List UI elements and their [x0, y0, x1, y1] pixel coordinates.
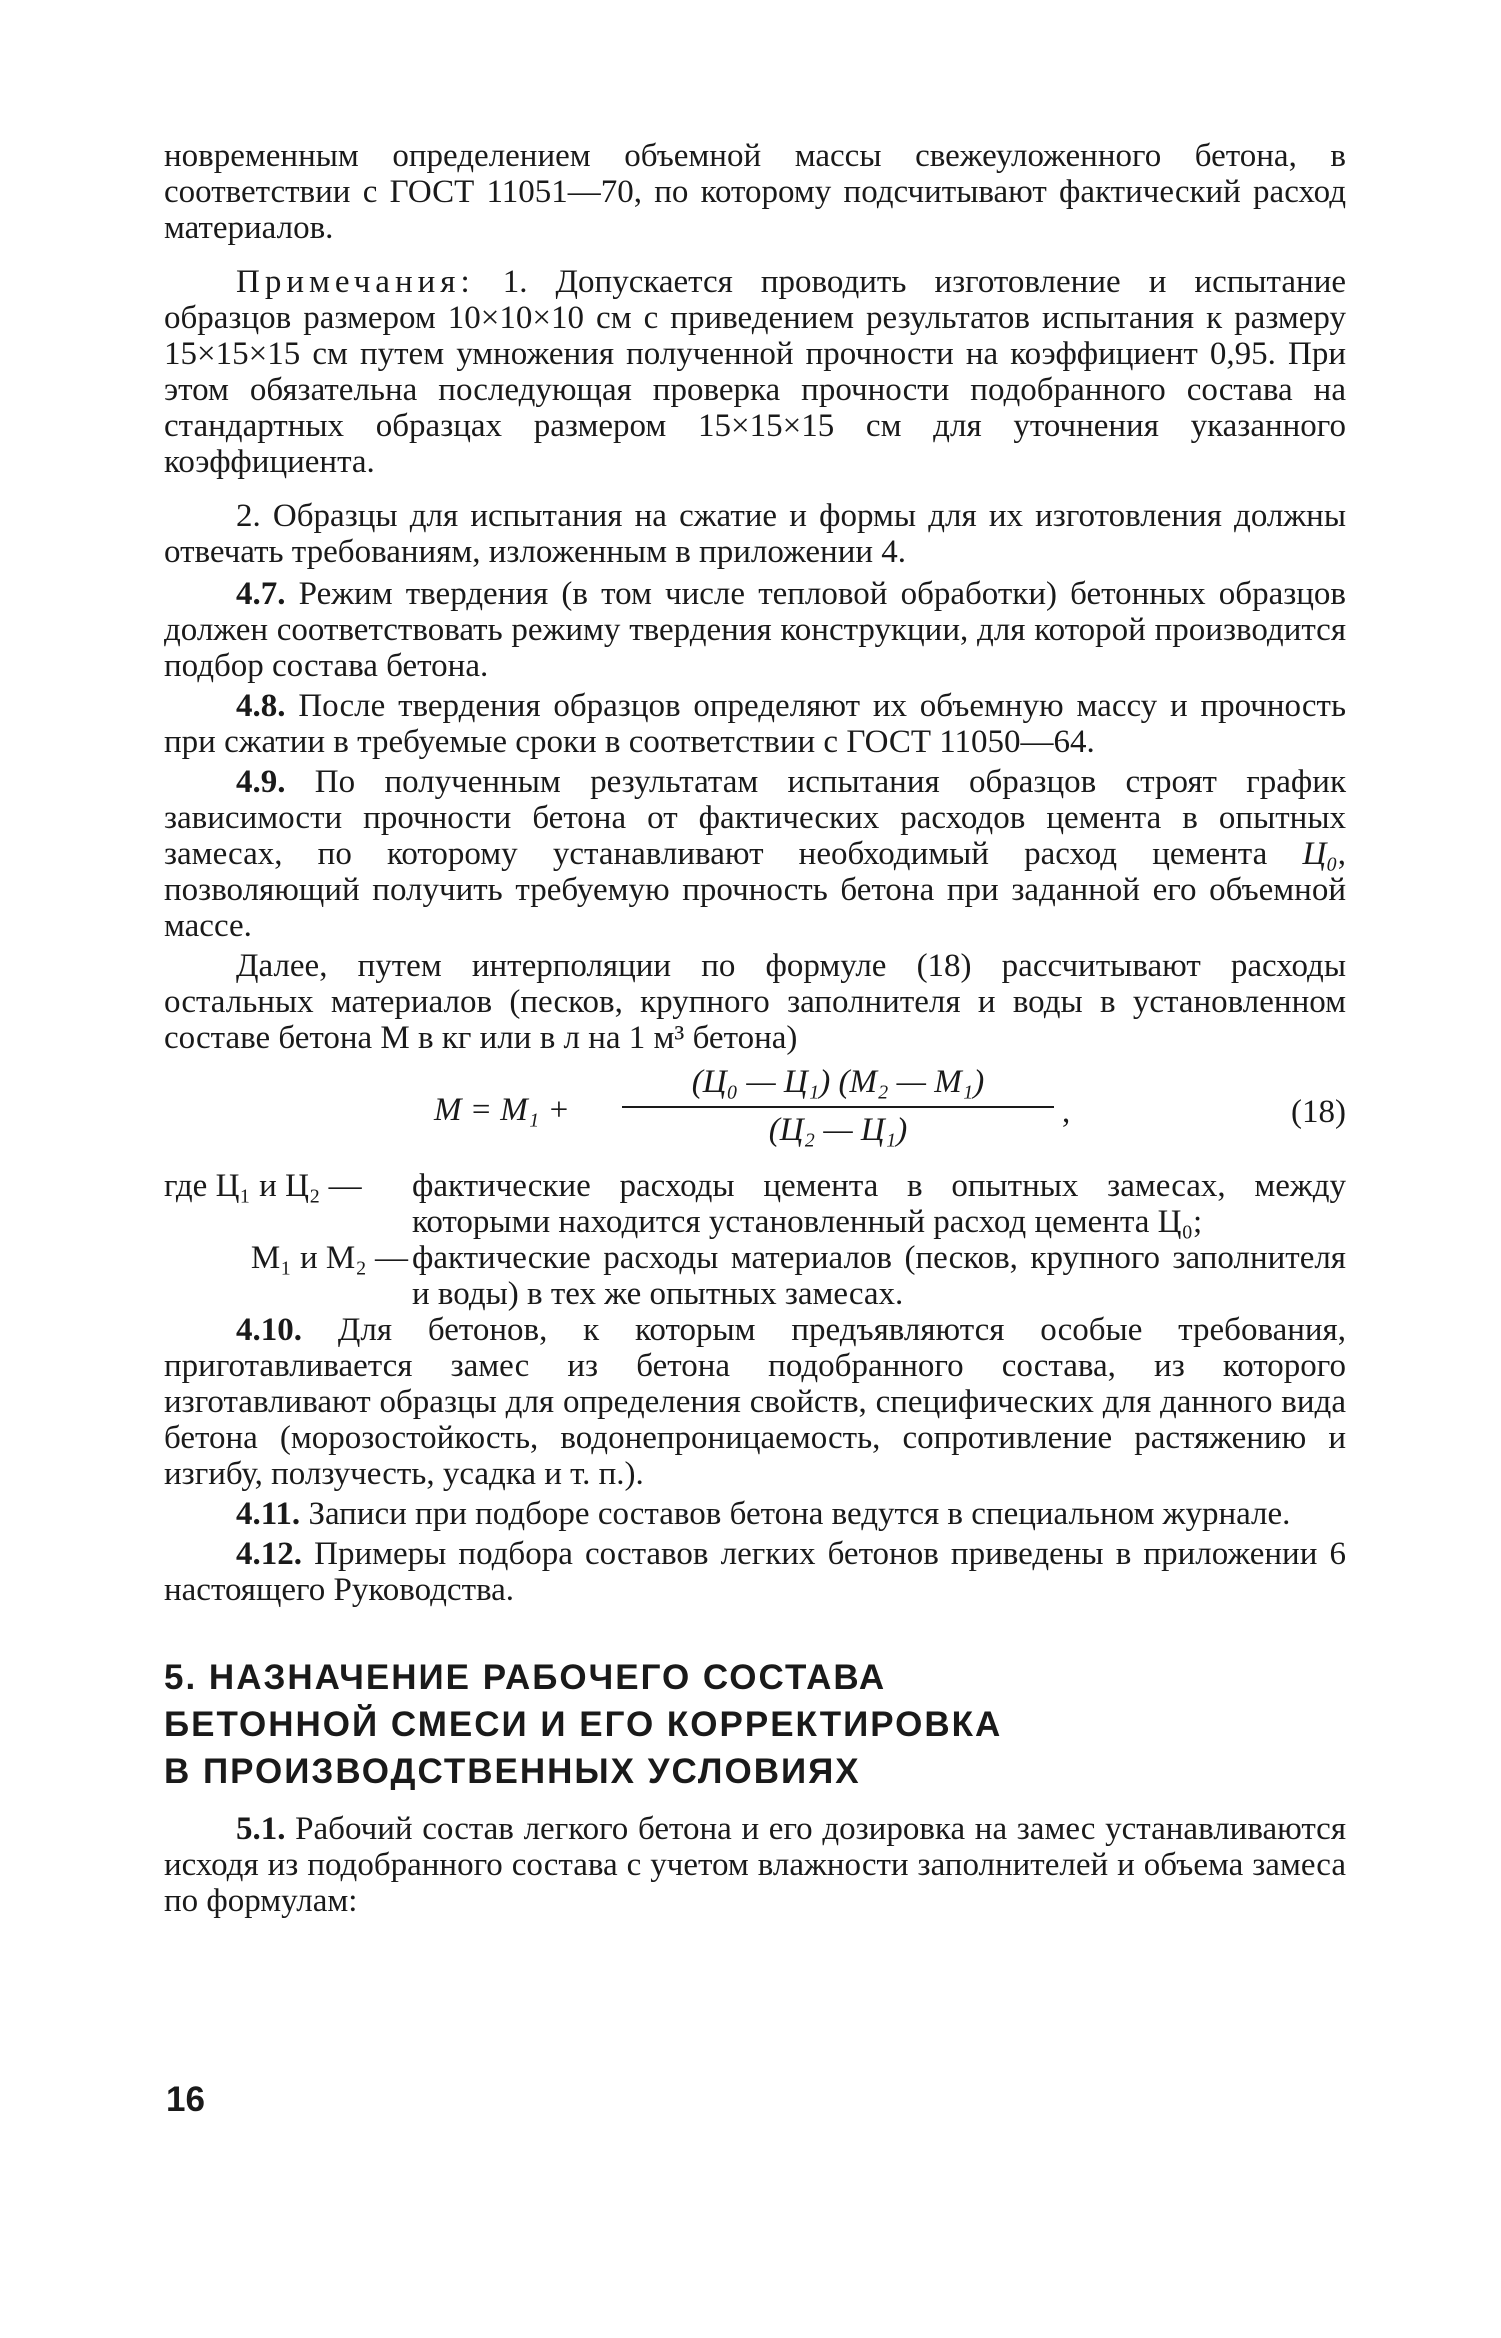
heading-line: БЕТОННОЙ СМЕСИ И ЕГО КОРРЕКТИРОВКА [164, 1705, 1003, 1744]
page-number: 16 [166, 2080, 205, 2119]
section-text-a: По полученным результатам испытания образцов строят график зависимости прочности бетона от фактических расходов цемента в опытных замесах, по которому устанавливают необходимый расход цемента [164, 764, 1346, 872]
heading-line: 5. НАЗНАЧЕНИЕ РАБОЧЕГО СОСТАВА [164, 1658, 887, 1697]
section-number: 4.7. [236, 576, 286, 612]
formula-numerator: (Ц₀ — Ц₁) (М₂ — М₁) [622, 1064, 1054, 1108]
note-2: 2. Образцы для испытания на сжатие и формы для их изготовления должны отвечать требованиям, изложенным в приложении 4. [164, 498, 1346, 570]
where-term-2: М₁ и М₂ — [250, 1240, 408, 1276]
where-desc-1: фактические расходы цемента в опытных замесах, между которыми находится установленный расход цемента Ц₀; [412, 1168, 1346, 1240]
formula-fraction [622, 1064, 1054, 1148]
interpolation-paragraph: Далее, путем интерполяции по формуле (18) рассчитывают расходы остальных материалов (песков, крупного заполнителя и воды в установленном составе бетона М в кг или в л на 1 м³ бетона) [164, 948, 1346, 1056]
formula-comma: , [1062, 1094, 1071, 1130]
section-number: 4.10. [236, 1312, 302, 1348]
page-body [164, 138, 1346, 1919]
section-4-8 [164, 688, 1346, 760]
section-text: Режим твердения (в том числе тепловой обработки) бетонных образцов должен соответствовать режиму твердения конструкции, для которой производится подбор состава бетона. [164, 576, 1346, 684]
notes-label: Примечания: [236, 264, 475, 300]
section-4-12 [164, 1536, 1346, 1608]
formula-18 [164, 1064, 1346, 1158]
section-4-10 [164, 1312, 1346, 1492]
section-5-heading [164, 1654, 1346, 1795]
section-number: 4.8. [236, 688, 286, 724]
where-term-1: где Ц₁ и Ц₂ — [164, 1168, 362, 1204]
where-desc-2: фактические расходы материалов (песков, крупного заполнителя и воды) в тех же опытных замесах. [412, 1240, 1346, 1312]
section-number: 4.12. [236, 1536, 302, 1572]
section-number: 4.9. [236, 764, 286, 800]
section-text: Для бетонов, к которым предъявляются особые требования, приготавливается замес из бетона подобранного состава, из которого изготавливают образцы для определения свойств, специфических для данного вида бетона (морозостойкость, водонепроницаемость, сопротивление растяжению и изгибу, ползучесть, усадка и т. п.). [164, 1312, 1346, 1492]
note-1-text: 1. Допускается проводить изготовление и испытание образцов размером 10×10×10 см с приведением результатов испытания к размеру 15×15×15 см путем умножения полученной прочности на коэффициент 0,95. При этом обязательна последующая проверка прочности подобранного состава на стандартных образцах размером 15×15×15 см для уточнения указанного коэффициента. [164, 264, 1346, 480]
section-text: Примеры подбора составов легких бетонов приведены в приложении 6 настоящего Руководства. [164, 1536, 1346, 1608]
where-definitions [164, 1168, 1346, 1312]
section-text: Записи при подборе составов бетона ведутся в специальном журнале. [300, 1496, 1291, 1532]
formula-denominator: (Ц₂ — Ц₁) [768, 1112, 908, 1148]
section-4-7 [164, 576, 1346, 684]
heading-line: В ПРОИЗВОДСТВЕННЫХ УСЛОВИЯХ [164, 1752, 861, 1791]
section-text-b: , позволяющий получить требуемую прочность бетона при заданной его объемной массе. [164, 836, 1346, 944]
section-5-1 [164, 1811, 1346, 1919]
note-1 [164, 264, 1346, 480]
section-text: После твердения образцов определяют их объемную массу и прочность при сжатии в требуемые сроки в соответствии с ГОСТ 11050—64. [164, 688, 1346, 760]
section-4-11 [164, 1496, 1346, 1532]
intro-paragraph: новременным определением объемной массы свежеуложенного бетона, в соответствии с ГОСТ 11051—70, по которому подсчитывают фактический расход материалов. [164, 138, 1346, 246]
section-text: Рабочий состав легкого бетона и его дозировка на замес устанавливаются исходя из подобранного состава с учетом влажности заполнителей и объема замеса по формулам: [164, 1811, 1346, 1919]
formula-number: (18) [1291, 1094, 1346, 1130]
cement-symbol: Ц₀ [1302, 836, 1338, 872]
formula-lhs: М = М₁ + [434, 1092, 570, 1128]
section-number: 4.11. [236, 1496, 301, 1532]
section-4-9 [164, 764, 1346, 944]
section-number: 5.1. [236, 1811, 286, 1847]
